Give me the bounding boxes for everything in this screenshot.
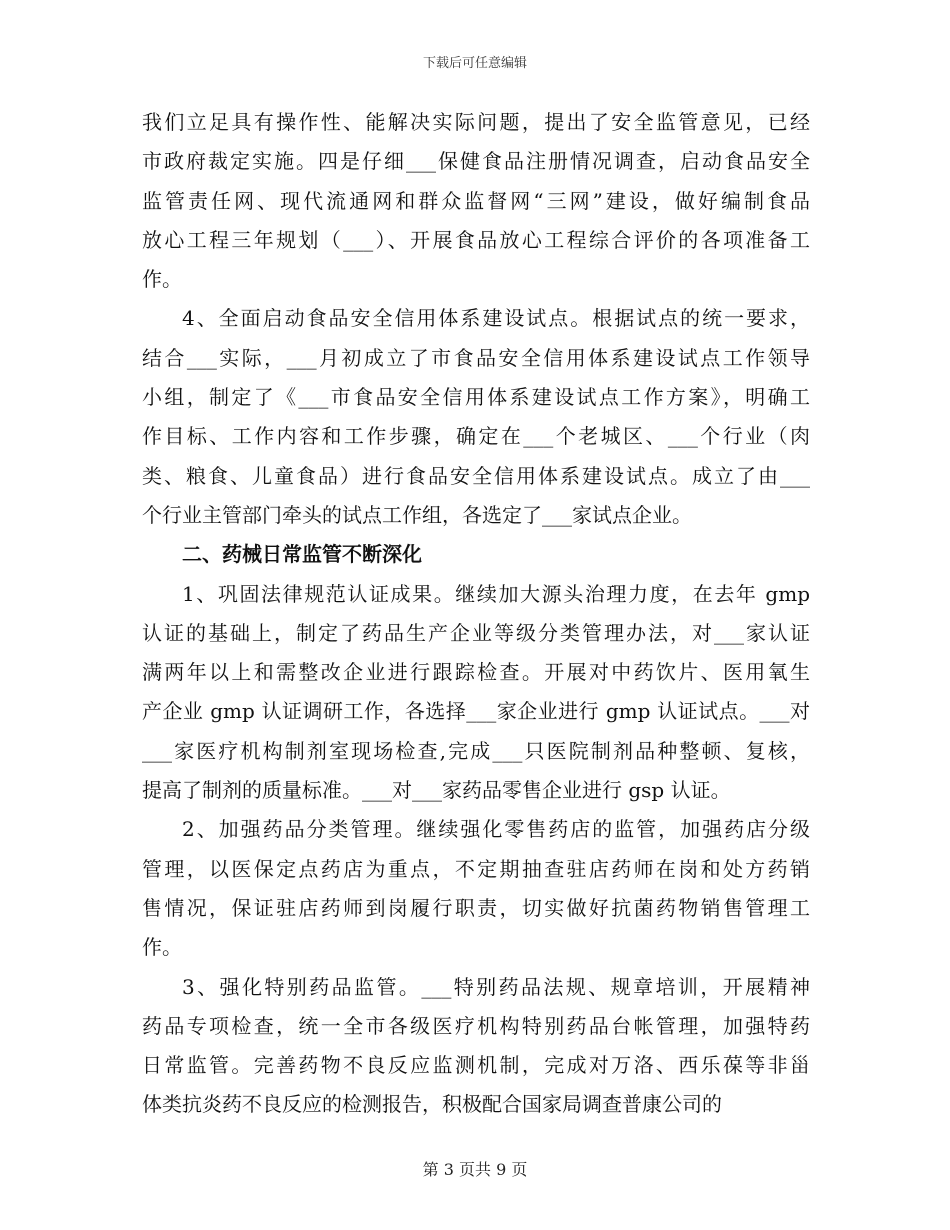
page-header: 下载后可任意编辑 [422,56,527,71]
text-line: 1、巩固法律规范认证成果。继续加大源头治理力度，在去年 gmp [182,581,810,606]
text-line: 小组，制定了《___市食品安全信用体系建设试点工作方案》，明确工 [142,385,810,410]
text-line: 产企业 gmp 认证调研工作，各选择___家企业进行 gmp 认证试点。___对 [142,699,810,724]
page-footer: 第 3 页共 9 页 [422,1160,528,1179]
text-line: 3、强化特别药品监管。___特别药品法规、规章培训，开展精神 [182,974,810,999]
text-line: 作目标、工作内容和工作步骤，确定在___个老城区、___个行业（肉 [142,424,810,449]
text-line: 4、全面启动食品安全信用体系建设试点。根据试点的统一要求， [182,306,810,331]
text-line: ___家医疗机构制剂室现场检查,完成___只医院制剂品种整顿、复核， [142,738,810,763]
text-line: 认证的基础上，制定了药品生产企业等级分类管理办法，对___家认证 [142,620,810,645]
text-line: 市政府裁定实施。四是仔细___保健食品注册情况调查，启动食品安全 [142,149,810,174]
text-line: 管理，以医保定点药店为重点，不定期抽查驻店药师在岗和处方药销 [142,856,810,881]
text-line: 作。 [142,935,182,960]
text-line: 结合___实际，___月初成立了市食品安全信用体系建设试点工作领导 [142,345,810,370]
text-line: 药品专项检查，统一全市各级医疗机构特别药品台帐管理，加强特药 [142,1013,810,1038]
text-line: 作。 [142,267,182,292]
section-heading: 二、药械日常监管不断深化 [182,542,422,567]
document-body [142,103,810,1125]
text-line: 监管责任网、现代流通网和群众监督网“三网”建设，做好编制食品 [142,188,810,213]
text-line: 提高了制剂的质量标准。___对___家药品零售企业进行 gsp 认证。 [142,778,731,803]
text-line: 个行业主管部门牵头的试点工作组，各选定了___家试点企业。 [142,502,692,527]
text-line: 满两年以上和需整改企业进行跟踪检查。开展对中药饮片、医用氧生 [142,660,810,685]
text-line: 售情况，保证驻店药师到岗履行职责，切实做好抗菌药物销售管理工 [142,895,810,920]
text-line: 类、粮食、儿童食品）进行食品安全信用体系建设试点。成立了由___ [142,463,810,488]
text-line: 日常监管。完善药物不良反应监测机制，完成对万洛、西乐葆等非甾 [142,1053,810,1078]
text-line: 放心工程三年规划（___）、开展食品放心工程综合评价的各项准备工 [142,227,810,252]
text-line: 体类抗炎药不良反应的检测报告，积极配合国家局调查普康公司的 [142,1092,722,1117]
text-line: 2、加强药品分类管理。继续强化零售药店的监管，加强药店分级 [182,817,810,842]
text-line: 我们立足具有操作性、能解决实际问题，提出了安全监管意见，已经 [142,110,810,134]
